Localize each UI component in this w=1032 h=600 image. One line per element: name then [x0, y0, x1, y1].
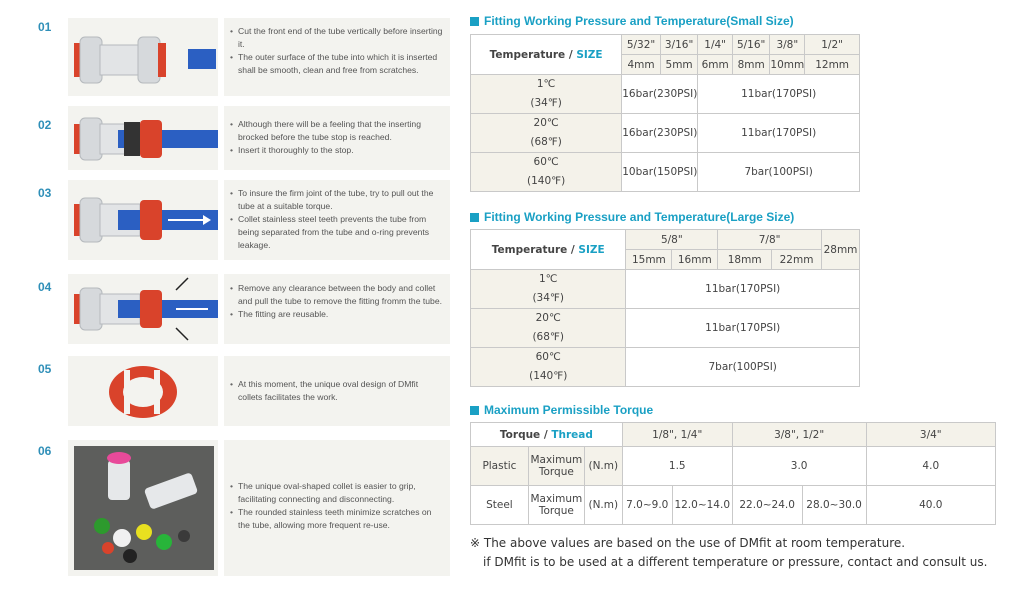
header-thread: Thread [551, 428, 593, 441]
step-illustration [68, 18, 218, 96]
section-title-text: Fitting Working Pressure and Temperature(Large Size) [484, 210, 795, 224]
size-mm: 10mm [770, 55, 805, 75]
table-row [471, 447, 996, 486]
step-text: • The fitting are reusable. [238, 308, 444, 321]
temperature-cell: 1℃ (34℉) [471, 75, 622, 114]
size-inch: 1/2" [805, 35, 860, 55]
size-mm: 18mm [718, 250, 772, 270]
header-temp: Temperature / [491, 243, 575, 256]
torque-value: 4.0 [866, 447, 995, 486]
torque-value: 22.0~24.0 [732, 486, 802, 525]
square-bullet-icon [470, 213, 479, 222]
step-description [224, 440, 450, 576]
step-text: • Cut the front end of the tube vertically before inserting it. [238, 25, 444, 51]
step-text: • To insure the firm joint of the tube, try to pull out the tube at a suitable torque. [238, 187, 444, 213]
step-illustration [68, 180, 218, 260]
step-description [224, 180, 450, 260]
step-description [224, 274, 450, 344]
size-mm: 16mm [672, 250, 718, 270]
step-number: 04 [38, 280, 52, 294]
pressure-cell: 10bar(150PSI) [622, 153, 698, 192]
size-mm: 15mm [626, 250, 672, 270]
pressure-cell: 7bar(100PSI) [626, 348, 860, 387]
torque-value: 7.0~9.0 [622, 486, 672, 525]
torque-value: 3.0 [732, 447, 866, 486]
step-illustration [68, 274, 218, 344]
header-torque: Torque / [499, 428, 548, 441]
size-inch: 7/8" [718, 230, 822, 250]
fitting-pull-tube-image [68, 180, 218, 260]
material-cell: Steel [471, 486, 529, 525]
temperature-cell: 60℃ (140℉) [471, 348, 626, 387]
fitting-insert-tube-image [68, 106, 218, 170]
step-description [224, 106, 450, 170]
table-header-cell [471, 423, 623, 447]
table-header-cell [471, 230, 626, 270]
torque-table [470, 422, 996, 525]
unit-cell: (N.m) [584, 486, 622, 525]
step-description [224, 18, 450, 96]
small-size-table [470, 34, 860, 192]
step-text: • Insert it thoroughly to the stop. [238, 144, 444, 157]
fittings-photo-image [68, 440, 218, 576]
torque-value: 12.0~14.0 [672, 486, 732, 525]
square-bullet-icon [470, 17, 479, 26]
size-inch: 1/4" [698, 35, 733, 55]
torque-label-cell: Maximum Torque [528, 486, 584, 525]
temperature-cell: 20℃ (68℉) [471, 114, 622, 153]
header-size: SIZE [576, 48, 603, 61]
pressure-cell: 16bar(230PSI) [622, 75, 698, 114]
step-text: • Although there will be a feeling that the inserting brocked before the tube stop is reached. [238, 118, 444, 144]
unit-cell: (N.m) [584, 447, 622, 486]
step-text: • The unique oval-shaped collet is easier to grip, facilitating connecting and disconnecting. [238, 480, 444, 506]
pressure-cell: 7bar(100PSI) [698, 153, 860, 192]
material-cell: Plastic [471, 447, 529, 486]
size-inch: 5/32" [622, 35, 661, 55]
temperature-cell: 20℃ (68℉) [471, 309, 626, 348]
size-inch: 3/16" [660, 35, 698, 55]
size-mm: 12mm [805, 55, 860, 75]
step-text: • The rounded stainless teeth minimize scratches on the tube, allowing more frequent re-use. [238, 506, 444, 532]
step-number: 05 [38, 362, 52, 376]
pressure-cell: 11bar(170PSI) [698, 114, 860, 153]
table-row [471, 75, 860, 114]
step-illustration [68, 440, 218, 576]
oval-collet-image [68, 356, 218, 426]
section-title-text: Maximum Permissible Torque [484, 403, 654, 417]
torque-value: 1.5 [622, 447, 732, 486]
step-illustration [68, 106, 218, 170]
section-title-text: Fitting Working Pressure and Temperature(Small Size) [484, 14, 794, 28]
thread-size: 1/8", 1/4" [622, 423, 732, 447]
step-text: • Collet stainless steel teeth prevents the tube from being separated from the tube and o-ring prevents leakage. [238, 213, 444, 252]
table-row [471, 486, 996, 525]
pressure-cell: 11bar(170PSI) [626, 270, 860, 309]
step-description [224, 356, 450, 426]
large-size-table [470, 229, 860, 387]
square-bullet-icon [470, 406, 479, 415]
table-row [471, 309, 860, 348]
header-temp: Temperature / [489, 48, 573, 61]
torque-value: 28.0~30.0 [802, 486, 866, 525]
footnote-line: ※ The above values are based on the use of DMfit at room temperature. [470, 536, 906, 550]
fitting-cut-tube-image [68, 18, 218, 96]
small-size-title [470, 14, 794, 28]
table-row [471, 270, 860, 309]
size-inch: 5/8" [626, 230, 718, 250]
pressure-cell: 11bar(170PSI) [626, 309, 860, 348]
temperature-cell: 60℃ (140℉) [471, 153, 622, 192]
step-number: 03 [38, 186, 52, 200]
step-number: 02 [38, 118, 52, 132]
step-text: • The outer surface of the tube into which it is inserted shall be smooth, clean and free from scratches. [238, 51, 444, 77]
header-size: SIZE [578, 243, 605, 256]
fitting-remove-tube-image [68, 274, 218, 344]
torque-title [470, 403, 653, 417]
temperature-cell: 1℃ (34℉) [471, 270, 626, 309]
footnote [470, 534, 987, 572]
size-inch: 3/8" [770, 35, 805, 55]
size-mm: 22mm [772, 250, 822, 270]
thread-size: 3/8", 1/2" [732, 423, 866, 447]
size-mm: 8mm [732, 55, 769, 75]
step-number: 01 [38, 20, 52, 34]
torque-label-cell: Maximum Torque [528, 447, 584, 486]
table-row [471, 153, 860, 192]
step-number: 06 [38, 444, 52, 458]
table-row [471, 348, 860, 387]
large-size-title [470, 210, 794, 224]
size-inch: 5/16" [732, 35, 769, 55]
table-header-cell [471, 35, 622, 75]
torque-value: 40.0 [866, 486, 995, 525]
step-text: • At this moment, the unique oval design of DMfit collets facilitates the work. [238, 378, 444, 404]
step-illustration [68, 356, 218, 426]
thread-size: 3/4" [866, 423, 995, 447]
footnote-line: if DMfit is to be used at a different temperature or pressure, contact and consult us. [483, 555, 988, 569]
size-mm: 5mm [660, 55, 698, 75]
pressure-cell: 11bar(170PSI) [698, 75, 860, 114]
size-mm: 4mm [622, 55, 661, 75]
size-mm: 28mm [821, 230, 859, 270]
pressure-cell: 16bar(230PSI) [622, 114, 698, 153]
table-row [471, 114, 860, 153]
step-text: • Remove any clearance between the body and collet and pull the tube to remove the fitting fromm the tube. [238, 282, 444, 308]
size-mm: 6mm [698, 55, 733, 75]
